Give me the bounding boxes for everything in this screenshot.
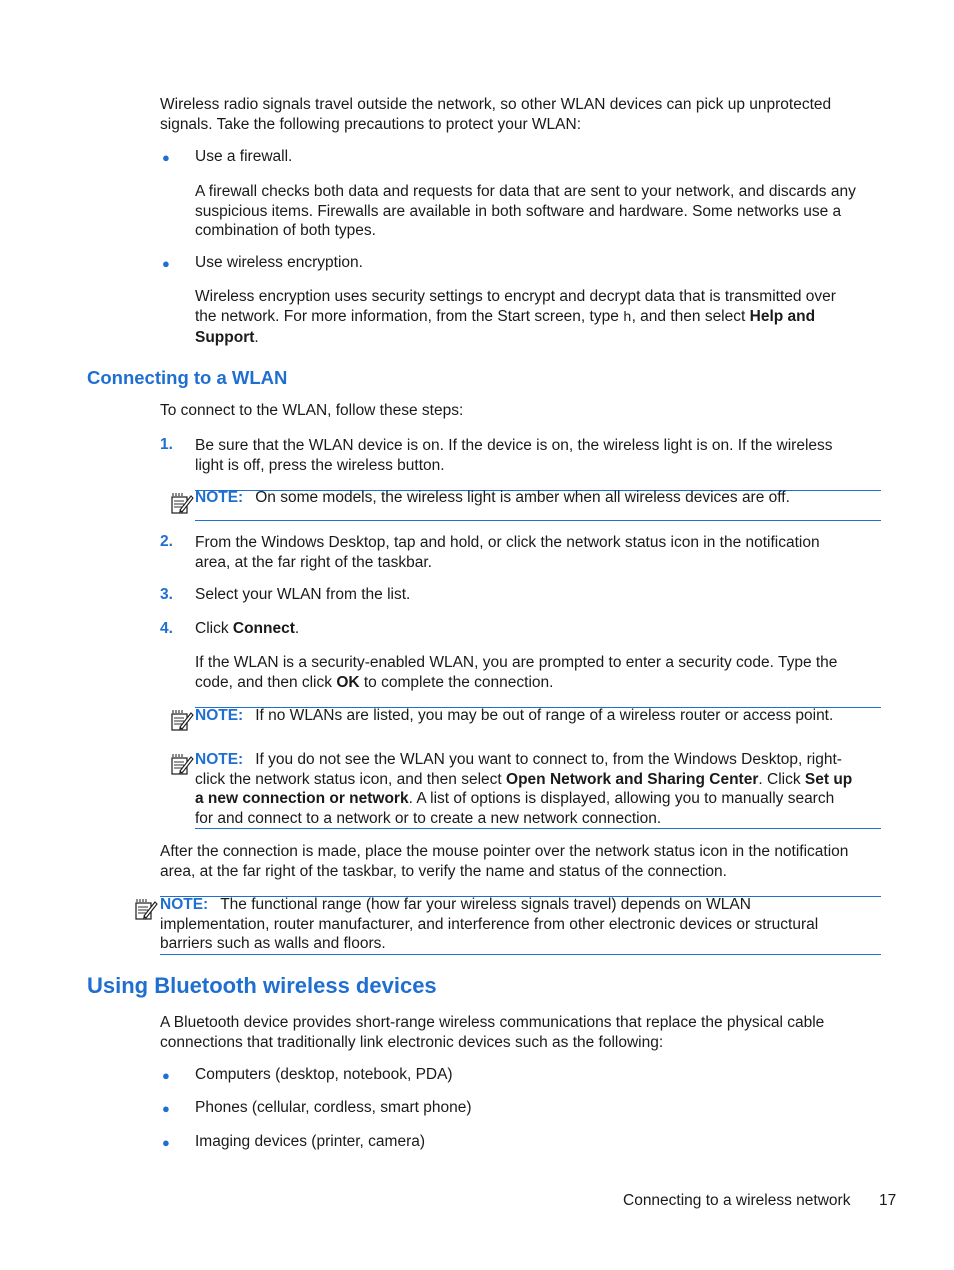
note-icon — [170, 752, 194, 776]
text-run: , and then select — [631, 307, 750, 325]
step-number: 4. — [160, 620, 173, 637]
note-rule-bottom — [195, 828, 881, 829]
note — [160, 895, 818, 954]
bullet-icon: ● — [162, 256, 170, 271]
paragraph-line: After the connection is made, place the mouse pointer over the network status icon in the notification — [160, 843, 849, 860]
bullet-icon: ● — [162, 1068, 170, 1083]
step-text — [195, 533, 820, 572]
bold-run: Set up — [804, 770, 853, 788]
note-icon — [134, 897, 158, 921]
note-text: The functional range (how far your wireless signals travel) depends on WLAN — [220, 896, 751, 913]
intro-line: Wireless radio signals travel outside the network, so other WLAN devices can pick up unprotected — [160, 96, 832, 113]
bold-run: Support — [195, 329, 255, 346]
body-line — [195, 328, 836, 348]
note-icon — [170, 708, 194, 732]
intro-line: signals. Take the following precautions to protect your WLAN: — [160, 115, 582, 133]
note-icon — [170, 491, 194, 515]
step-number: 1. — [160, 436, 173, 453]
body-line — [195, 307, 836, 329]
page-number: 17 — [879, 1192, 897, 1209]
step-line — [195, 673, 837, 693]
note-label: NOTE: — [195, 751, 244, 768]
bullet-icon: ● — [162, 150, 170, 165]
text-run: . — [254, 329, 259, 346]
note-line — [195, 789, 885, 809]
list-item: Phones (cellular, cordless, smart phone) — [195, 1099, 472, 1116]
text-run: . — [294, 620, 300, 637]
note — [195, 489, 790, 507]
section-heading: Connecting to a WLAN — [87, 367, 288, 388]
body-line: A firewall checks both data and requests for data that are sent to your network, and discards any — [195, 183, 856, 200]
precaution-body — [195, 287, 836, 348]
step-number: 3. — [160, 586, 173, 603]
note — [195, 750, 885, 828]
step-line: If the WLAN is a security-enabled WLAN, you are prompted to enter a security code. Type the — [195, 654, 838, 671]
body-line: combination of both types. — [195, 222, 376, 239]
step-text: Select your WLAN from the list. — [195, 586, 411, 603]
bold-run: Connect — [232, 620, 295, 637]
note-rule-bottom — [160, 954, 881, 955]
list-item: Computers (desktop, notebook, PDA) — [195, 1066, 453, 1083]
step-number: 2. — [160, 533, 173, 550]
bullet-icon: ● — [162, 1135, 170, 1150]
step-line: area, at the far right of the taskbar. — [195, 553, 432, 571]
note-text: If you do not see the WLAN you want to connect to, from the Windows Desktop, right- — [255, 751, 842, 768]
bullet-icon: ● — [162, 1101, 170, 1116]
section-intro — [160, 1013, 824, 1052]
note-text: On some models, the wireless light is amber when all wireless devices are off. — [255, 489, 790, 506]
note-line: barriers such as walls and floors. — [160, 935, 386, 952]
precaution-title: Use a firewall. — [195, 148, 293, 165]
note-text: If no WLANs are listed, you may be out of range of a wireless router or access point. — [255, 707, 834, 724]
note-line — [160, 895, 818, 915]
paragraph-line: A Bluetooth device provides short-range wireless communications that replace the physical cable — [160, 1014, 825, 1031]
footer-chapter: Connecting to a wireless network — [623, 1192, 851, 1209]
precaution-body — [195, 182, 856, 241]
note-label: NOTE: — [160, 896, 209, 913]
note-rule-bottom — [195, 520, 881, 521]
intro-paragraph — [160, 95, 831, 134]
bold-run: a new connection or network — [195, 790, 409, 807]
bold-run: OK — [336, 673, 360, 691]
section-intro: To connect to the WLAN, follow these steps: — [160, 402, 464, 419]
note — [195, 707, 833, 725]
section-heading: Using Bluetooth wireless devices — [87, 973, 437, 998]
after-paragraph — [160, 842, 848, 881]
step-text — [195, 620, 299, 638]
step-line: From the Windows Desktop, tap and hold, or click the network status icon in the notification — [195, 534, 820, 551]
text-run: Click — [195, 620, 233, 637]
step-text — [195, 436, 833, 475]
code-run: h — [623, 309, 632, 326]
text-run: . A list of options is displayed, allowing you to manually search — [408, 790, 835, 807]
step-line: Be sure that the WLAN device is on. If the device is on, the wireless light is on. If the wireless — [195, 437, 833, 454]
step-subtext — [195, 653, 837, 692]
bold-run: Open Network and Sharing Center — [506, 770, 759, 788]
note-line: for and connect to a network or to create a new network connection. — [195, 809, 662, 827]
note-label: NOTE: — [195, 489, 244, 506]
body-line: suspicious items. Firewalls are available in both software and hardware. Some networks use a — [195, 202, 842, 220]
bold-run: Help and — [749, 307, 816, 325]
text-run: to complete the connection. — [359, 673, 554, 691]
body-line: Wireless encryption uses security settings to encrypt and decrypt data that is transmitted over — [195, 288, 836, 305]
note-label: NOTE: — [195, 707, 244, 724]
note-line: implementation, router manufacturer, and interference from other electronic devices or structural — [160, 915, 819, 933]
note-line — [195, 770, 885, 790]
paragraph-line: area, at the far right of the taskbar, to verify the name and status of the connection. — [160, 862, 727, 880]
text-run: the network. For more information, from the Start screen, type — [195, 307, 624, 325]
list-item: Imaging devices (printer, camera) — [195, 1133, 426, 1150]
paragraph-line: connections that traditionally link electronic devices such as the following: — [160, 1033, 664, 1051]
text-run: code, and then click — [195, 673, 337, 691]
step-line: light is off, press the wireless button. — [195, 456, 445, 474]
text-run: click the network status icon, and then select — [195, 770, 507, 788]
text-run: . Click — [758, 770, 805, 788]
precaution-title: Use wireless encryption. — [195, 254, 363, 271]
note-line — [195, 750, 885, 770]
